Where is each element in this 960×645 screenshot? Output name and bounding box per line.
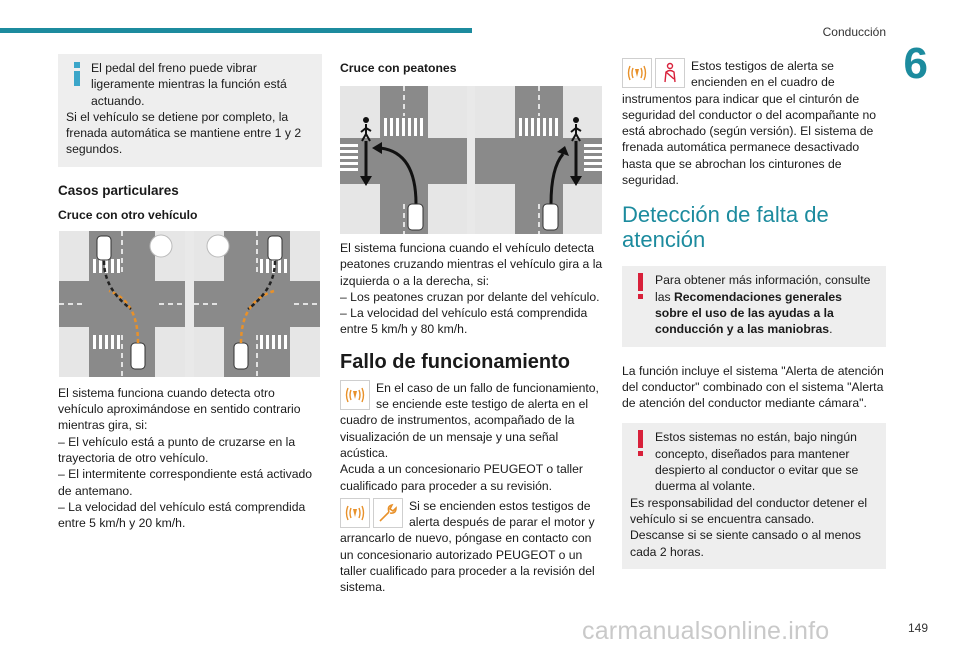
seatbelt-warning-block bbox=[622, 58, 886, 188]
warning-lamps bbox=[622, 58, 685, 88]
crossing-vehicle-diagram bbox=[59, 231, 320, 377]
seatbelt-icon bbox=[655, 58, 685, 88]
subheading-pedestrians: Cruce con peatones bbox=[340, 61, 457, 75]
column-2 bbox=[340, 54, 604, 596]
note-text: Descanse si se siente cansado o al menos cada 2 horas. bbox=[630, 528, 862, 559]
pedestrian-crossing-diagram bbox=[340, 86, 602, 234]
note-text: Para obtener más información, consulte las Recomendaciones generales sobre el uso de las ayudas a la conducción y a las maniobras. bbox=[655, 273, 871, 337]
column-1 bbox=[58, 54, 322, 531]
note-text: Si el vehículo se detiene por completo, la frenada automática se mantiene entre 1 y 2 segundos. bbox=[66, 109, 302, 157]
section-title: Conducción bbox=[822, 25, 886, 39]
collision-warning-icon bbox=[622, 58, 652, 88]
bullet-item: – El intermitente correspondiente está activado de antemano. bbox=[58, 467, 313, 498]
chapter-number: 6 bbox=[903, 39, 928, 88]
wrench-service-icon bbox=[373, 498, 403, 528]
note-text: Es responsabilidad del conductor detener el vehículo si se encuentra cansado. bbox=[630, 495, 868, 526]
warning-lamps bbox=[340, 498, 403, 528]
fault-restart-block bbox=[340, 498, 604, 596]
warning-lamps bbox=[340, 380, 370, 410]
subheading-crossing-vehicle: Cruce con otro vehículo bbox=[58, 207, 198, 222]
fault-text: Acuda a un concesionario PEUGEOT o taller cualificado para proceder a su revisión. bbox=[340, 462, 583, 493]
heading-special-cases: Casos particulares bbox=[58, 182, 179, 198]
info-note bbox=[58, 54, 322, 167]
body-text: La función incluye el sistema "Alerta de atención del conductor" combinado con el sistema "Alerta de atención del conductor mediante cámara". bbox=[622, 363, 884, 411]
seatbelt-text: Estos testigos de alerta se encienden en el cuadro de instrumentos para indicar que el cinturón de seguridad del conductor o del acompañante no está abrochado (según versión). El sistema de frenada automática permanece desactivado hasta que se abrochan los cinturones de seguridad. bbox=[622, 59, 877, 188]
column-3 bbox=[622, 54, 886, 581]
heading-malfunction: Fallo de funcionamiento bbox=[340, 350, 571, 373]
warning-icon bbox=[632, 272, 650, 298]
header-accent-bar bbox=[0, 28, 472, 33]
collision-warning-icon bbox=[340, 498, 370, 528]
warning-icon bbox=[632, 429, 650, 455]
page-number: 149 bbox=[907, 620, 928, 635]
warning-note bbox=[622, 423, 886, 568]
note-text: Estos sistemas no están, bajo ningún concepto, diseñados para mantener despierto al conductor o evitar que se duerma al volante. bbox=[655, 430, 859, 494]
bullet-item: – El vehículo está a punto de cruzarse en la trayectoria de otro vehículo. bbox=[58, 434, 296, 465]
heading-attention-detection: Detección de falta de atención bbox=[622, 202, 829, 253]
info-icon bbox=[68, 60, 86, 86]
bullet-item: – La velocidad del vehículo está comprendida entre 5 km/h y 20 km/h. bbox=[58, 499, 306, 531]
warning-note bbox=[622, 266, 886, 346]
note-text: El pedal del freno puede vibrar ligeramente mientras la función está actuando. bbox=[91, 61, 287, 108]
fault-text: Si se encienden estos testigos de alerta después de parar el motor y arrancarlo de nuevo, póngase en contacto con un concesionario autorizado PEUGEOT o un taller cualificado para proceder a la revisión del sistema. bbox=[340, 498, 595, 595]
collision-warning-icon bbox=[340, 380, 370, 410]
watermark: carmanualsonline.info bbox=[582, 616, 830, 645]
fault-warning-block bbox=[340, 380, 604, 494]
body-text: El sistema funciona cuando el vehículo detecta peatones cruzando mientras el vehículo gira a la izquierda o a la derecha, si: – Los peatones cruzan por delante del vehículo. – La velocidad del vehículo está comprendida entre 5 km/h y 80 km/h. bbox=[340, 241, 603, 337]
body-text: El sistema funciona cuando detecta otro vehículo aproximándose en sentido contrario mientras gira, si: bbox=[58, 385, 301, 433]
fault-text: En el caso de un fallo de funcionamiento, se enciende este testigo de alerta en el cuadro de instrumentos, acompañado de la visualización de un mensaje y una señal acústica. bbox=[340, 380, 599, 460]
